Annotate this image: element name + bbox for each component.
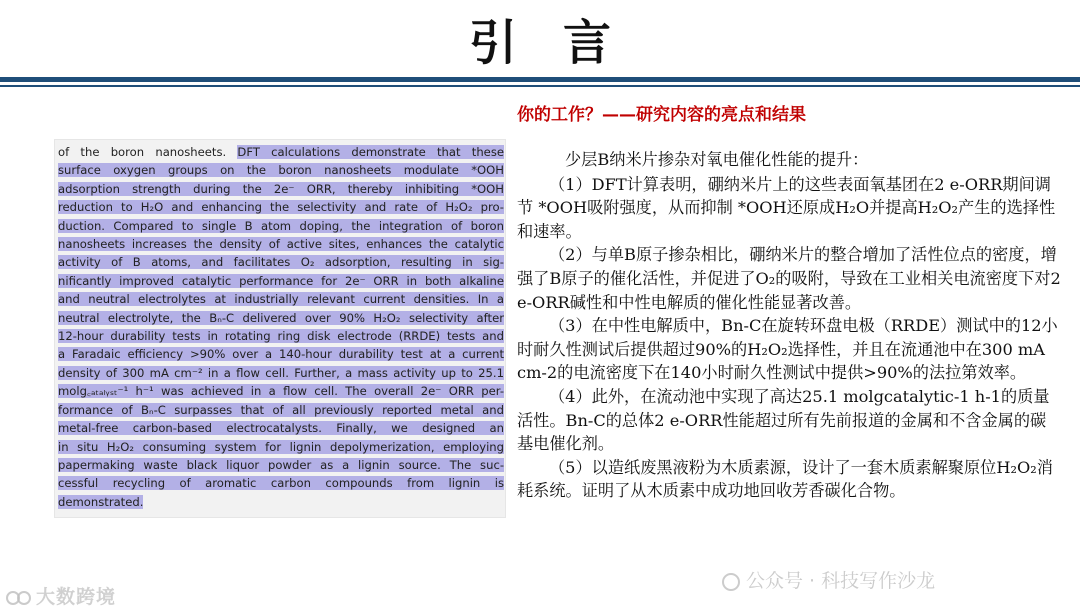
- watermark-right-text: 公众号 · 科技写作沙龙: [746, 570, 936, 592]
- excerpt-line: [58, 327, 504, 345]
- excerpt-line: [58, 180, 504, 198]
- title-rule-thick: [0, 77, 1080, 82]
- excerpt-line: [58, 419, 504, 437]
- excerpt-line: [58, 438, 504, 456]
- excerpt-line: [58, 474, 504, 492]
- excerpt-highlighted-text: demonstrated.: [58, 494, 144, 509]
- excerpt-line: [58, 290, 504, 308]
- summary-heading: 少层B纳米片掺杂对氧电催化性能的提升：: [565, 150, 869, 169]
- wechat-icon: [722, 573, 740, 591]
- summary-paragraph-1: （1）DFT计算表明，硼纳米片上的这些表面氧基团在2 e-ORR期间调节 *OOH吸附强度，从而抑制 *OOH还原成H₂O并提高H₂O₂产生的选择性和速率。: [517, 174, 1056, 241]
- excerpt-highlighted-text: reduction to H₂O and enhancing the selectivity and rate of H₂O₂ pro-: [58, 200, 504, 215]
- summary-paragraph-2: （2）与单B原子掺杂相比，硼纳米片的整合增加了活性位点的密度，增强了B原子的催化活性，并促进了O₂的吸附，导致在工业相关电流密度下对2 e-ORR碱性和中性电解质的催化性能显著改善。: [517, 245, 1061, 312]
- excerpt-line: [58, 382, 504, 400]
- excerpt-line: [58, 143, 504, 161]
- excerpt-highlighted-text: surface oxygen groups on the boron nanosheets modulate *OOH: [58, 163, 504, 178]
- title-rule-thin: [0, 85, 1080, 87]
- excerpt-line: [58, 253, 504, 271]
- summary-paragraph-3: （3）在中性电解质中，Bn-C在旋转环盘电极（RRDE）测试中的12小时耐久性测试后提供超过90%的H₂O₂选择性，并且在流通池中在300 mA cm-2的电流密度下在140小时耐久性测试中提供>90%的法拉第效率。: [517, 316, 1058, 383]
- excerpt-line: [58, 364, 504, 382]
- excerpt-highlighted-text: cessful recycling of aromatic carbon compounds from lignin is: [58, 476, 504, 491]
- excerpt-line: [58, 401, 504, 419]
- excerpt-line: [58, 235, 504, 253]
- excerpt-highlighted-text: in situ H₂O₂ consuming system for lignin depolymerization, employing: [58, 439, 504, 454]
- excerpt-highlighted-text: duction. Compared to single B atom doping, the integration of boron: [58, 218, 504, 233]
- excerpt-highlighted-text: molg꜀ₐₜₐₗᵧₛₜ⁻¹ h⁻¹ was achieved in a flow cell. The overall 2e⁻ ORR per-: [58, 384, 504, 399]
- excerpt-highlighted-text: formance of Bₙ-C surpasses that of all previously reported metal and: [58, 402, 504, 417]
- excerpt-highlighted-text: adsorption strength during the 2e⁻ ORR, thereby inhibiting *OOH: [58, 181, 504, 196]
- summary-panel: [517, 148, 1062, 503]
- watermark-right: [722, 566, 935, 593]
- excerpt-plain-text: of the boron nanosheets.: [58, 145, 238, 159]
- excerpt-line: [58, 217, 504, 235]
- excerpt-line: [58, 493, 504, 511]
- paper-excerpt-text: [58, 143, 505, 511]
- excerpt-line: [58, 198, 504, 216]
- excerpt-line: [58, 345, 504, 363]
- excerpt-highlighted-text: papermaking waste black liquor powder as a lignin source. The suc-: [58, 457, 504, 472]
- excerpt-highlighted-text: nanosheets increases the density of active sites, enhances the catalytic: [58, 237, 504, 252]
- excerpt-highlighted-text: activity of B atoms, and facilitates O₂ adsorption, resulting in sig-: [58, 255, 504, 270]
- excerpt-highlighted-text: neutral electrolyte, the Bₙ-C delivered over 90% H₂O₂ selectivity after: [58, 310, 504, 325]
- watermark-left: [6, 582, 116, 609]
- summary-paragraph-5: （5）以造纸废黑液粉为木质素源，设计了一套木质素解聚原位H₂O₂消耗系统。证明了从木质素中成功地回收芳香碳化合物。: [517, 457, 1053, 501]
- excerpt-line: [58, 272, 504, 290]
- excerpt-highlighted-text: DFT calculations demonstrate that these: [237, 145, 504, 159]
- excerpt-highlighted-text: and neutral electrolytes at industrially relevant current densities. In a: [58, 292, 504, 307]
- section-heading: 你的工作？——研究内容的亮点和结果: [517, 105, 806, 125]
- excerpt-line: [58, 309, 504, 327]
- excerpt-highlighted-text: 12-hour durability tests in rotating ring disk electrode (RRDE) tests and: [58, 329, 504, 344]
- summary-paragraph-4: （4）此外，在流动池中实现了高达25.1 molgcatalytic-1 h-1的质量活性。Bn-C的总体2 e-ORR性能超过所有先前报道的金属和不含金属的碳基电催化剂。: [517, 386, 1050, 454]
- brand-logo-icon: [6, 589, 32, 607]
- excerpt-highlighted-text: nificantly improved catalytic performance for 2e⁻ ORR in both alkaline: [58, 273, 504, 288]
- paper-excerpt-image: [55, 140, 505, 517]
- excerpt-line: [58, 456, 504, 474]
- excerpt-highlighted-text: metal-free carbon-based electrocatalysts. Finally, we designed an: [58, 421, 504, 436]
- excerpt-highlighted-text: density of 300 mA cm⁻² in a flow cell. Further, a mass activity up to 25.1: [58, 365, 504, 380]
- slide-title: 引言: [468, 15, 657, 71]
- watermark-left-text: 大数跨境: [36, 586, 117, 608]
- excerpt-line: [58, 161, 504, 179]
- excerpt-highlighted-text: a Faradaic efficiency >90% over a 140-hour durability test at a current: [58, 347, 504, 362]
